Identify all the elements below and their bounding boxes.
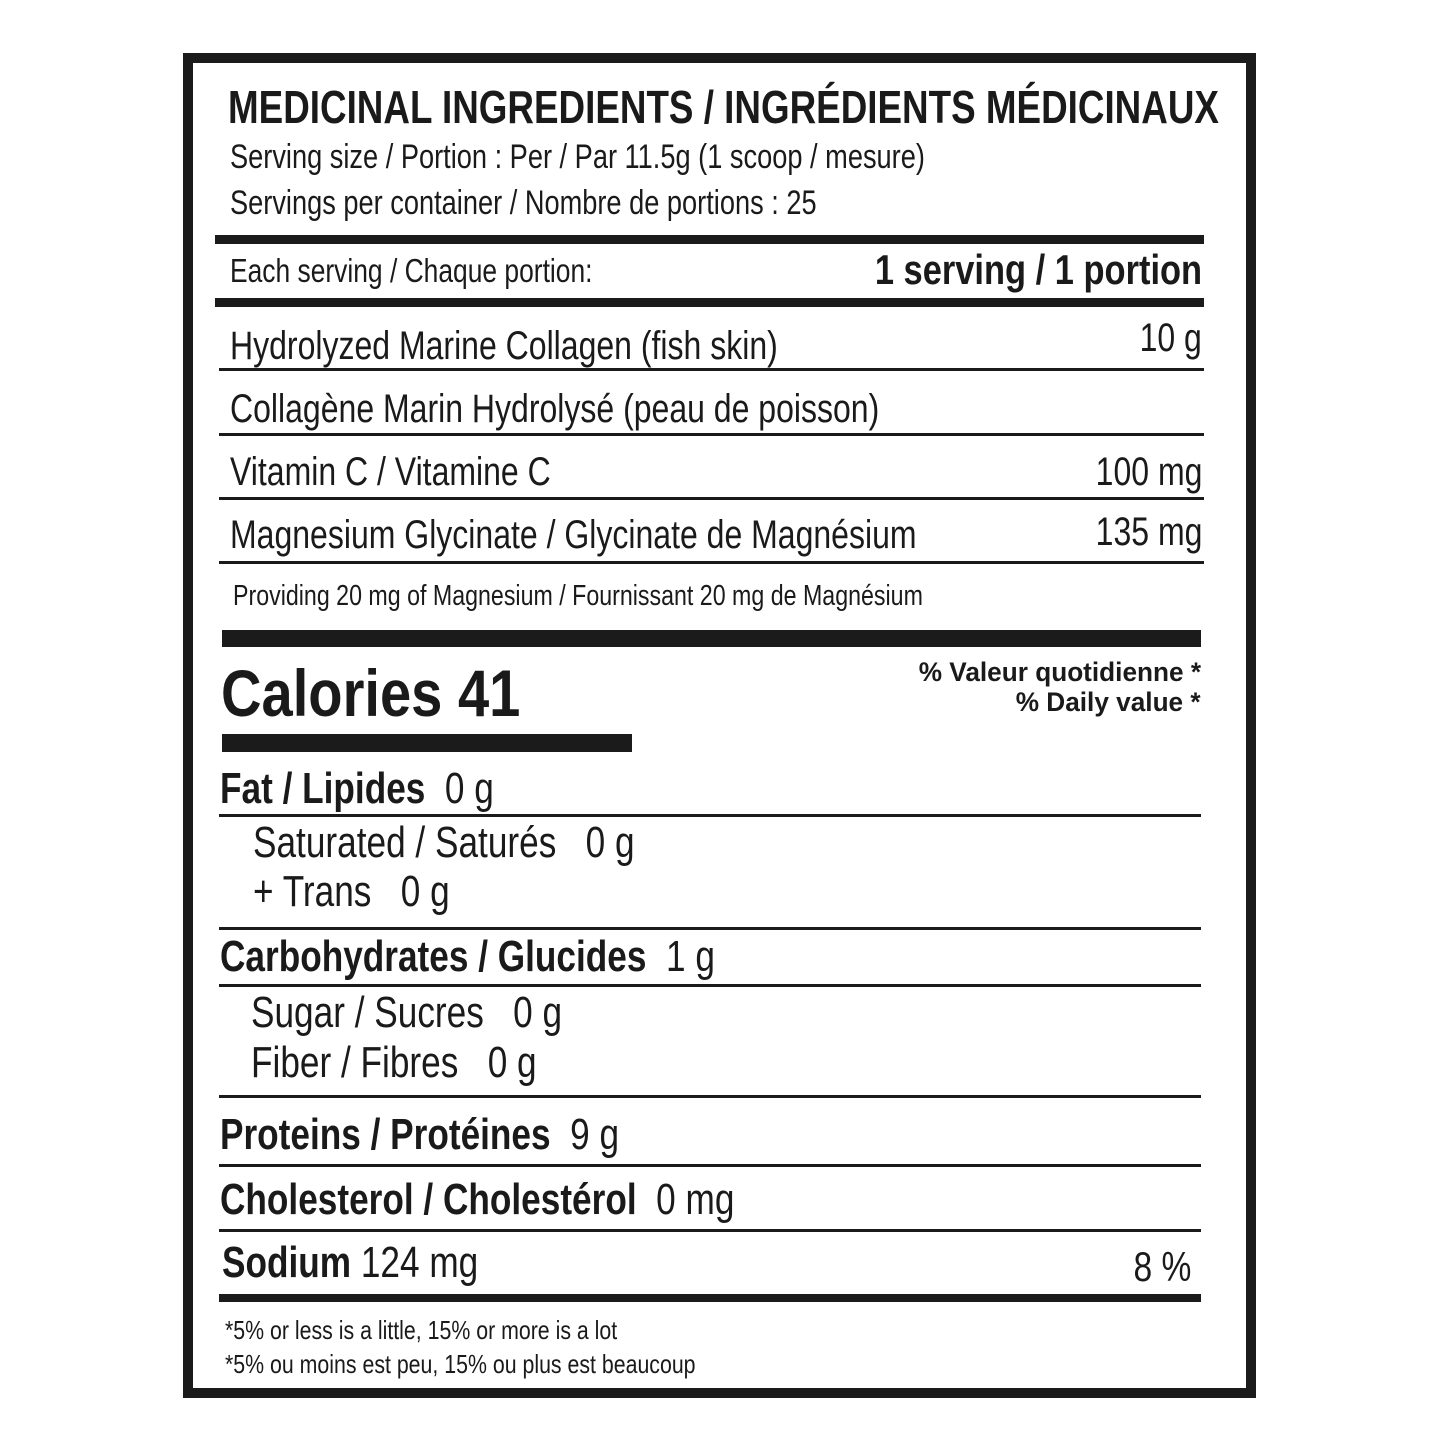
sodium-label: Sodium (222, 1238, 352, 1287)
servings-per-container-text: Servings per container / Nombre de portions : 25 (230, 184, 817, 222)
ingredient-row-4-amount (1069, 510, 1202, 555)
carbs-label: Carbohydrates / Glucides (220, 932, 647, 981)
ingredient-amount: 100 mg (1095, 450, 1202, 494)
daily-value-en-text: % Daily value * (1016, 687, 1201, 717)
each-serving-label-text: Each serving / Chaque portion: (230, 252, 593, 289)
footnote-en-text: *5% or less is a little, 15% or more is a lot (225, 1315, 618, 1345)
protein-value: 9 g (570, 1110, 620, 1159)
serving-size-text: Serving size / Portion : Per / Par 11.5g (1 scoop / mesure) (230, 138, 925, 176)
ingredient-name: Magnesium Glycinate / Glycinate de Magnésium (230, 513, 917, 557)
fat-label: Fat / Lipides (220, 764, 426, 813)
divider-cholesterol (219, 1229, 1201, 1232)
daily-value-fr (910, 657, 1201, 688)
divider-carbs (219, 984, 1201, 987)
fiber-row (251, 1038, 608, 1088)
ingredient-row-4-name (230, 513, 1088, 558)
saturated-row (253, 818, 730, 868)
footnote-fr-text: *5% ou moins est peu, 15% ou plus est beaucoup (225, 1349, 696, 1379)
divider-trans (219, 927, 1201, 930)
divider-ingredient-3 (219, 497, 1204, 500)
ingredient-amount: 10 g (1139, 316, 1202, 360)
ingredient-note-text: Providing 20 mg of Magnesium / Fournissant 20 mg de Magnésium (233, 580, 923, 612)
sodium-dv-text: 8 % (1133, 1243, 1191, 1290)
label-title-text: MEDICINAL INGREDIENTS / INGRÉDIENTS MÉDICINAUX (228, 81, 1219, 133)
cholesterol-row (220, 1175, 863, 1225)
sodium-value: 124 mg (360, 1238, 479, 1287)
divider-protein (219, 1164, 1201, 1167)
ingredient-row-3-name (230, 450, 631, 495)
ingredient-row-3-amount (1069, 450, 1202, 495)
each-serving-label (230, 252, 683, 290)
sugar-value: 0 g (513, 988, 563, 1037)
calories (221, 655, 573, 731)
ingredient-note (233, 580, 1095, 613)
protein-label: Proteins / Protéines (220, 1110, 551, 1159)
saturated-label: Saturated / Saturés (253, 818, 557, 867)
sodium-row (222, 1238, 542, 1288)
daily-value-en (1010, 687, 1201, 718)
ingredient-row-1-name (230, 324, 915, 369)
daily-value-fr-text: % Valeur quotidienne * (918, 657, 1201, 687)
fat-value: 0 g (444, 764, 494, 813)
divider-calories-bar (222, 734, 632, 752)
each-serving-value-text: 1 serving / 1 portion (874, 246, 1202, 293)
trans-label: + Trans (253, 867, 372, 916)
divider-header (215, 235, 1204, 244)
label-title (228, 80, 1445, 134)
sugar-label: Sugar / Sucres (251, 988, 484, 1037)
ingredient-amount: 135 mg (1095, 510, 1202, 554)
serving-size (230, 138, 1099, 177)
fiber-value: 0 g (487, 1038, 537, 1087)
cholesterol-value: 0 mg (656, 1175, 735, 1224)
divider-thick-calories (222, 630, 1201, 647)
divider-sodium-thick (219, 1294, 1201, 1302)
footnote-en (225, 1315, 703, 1346)
ingredient-row-2-name (230, 387, 1042, 432)
cholesterol-label: Cholesterol / Cholestérol (220, 1175, 637, 1224)
ingredient-name: Vitamin C / Vitamine C (230, 450, 551, 494)
trans-value: 0 g (400, 867, 450, 916)
divider-serving (215, 298, 1204, 307)
trans-row (253, 867, 499, 917)
divider-ingredient-1 (219, 368, 1204, 371)
each-serving-value (803, 246, 1202, 294)
fat-row (220, 764, 562, 814)
divider-fat (219, 814, 1201, 817)
fiber-label: Fiber / Fibres (251, 1038, 459, 1087)
ingredient-name: Collagène Marin Hydrolysé (peau de poisson) (230, 387, 880, 431)
carbs-value: 1 g (666, 932, 715, 981)
footnote-fr (225, 1349, 799, 1380)
divider-ingredient-2 (219, 433, 1204, 436)
divider-fiber (219, 1095, 1201, 1098)
divider-ingredient-4 (219, 561, 1204, 564)
sugar-row (251, 988, 640, 1038)
servings-per-container (230, 184, 963, 223)
sodium-dv (1119, 1243, 1191, 1291)
saturated-value: 0 g (585, 818, 635, 867)
calories-text: Calories 41 (221, 656, 521, 730)
carbs-row (220, 932, 839, 982)
ingredient-row-1-amount (1124, 316, 1202, 361)
protein-row (220, 1110, 719, 1160)
ingredient-name: Hydrolyzed Marine Collagen (fish skin) (230, 324, 778, 368)
